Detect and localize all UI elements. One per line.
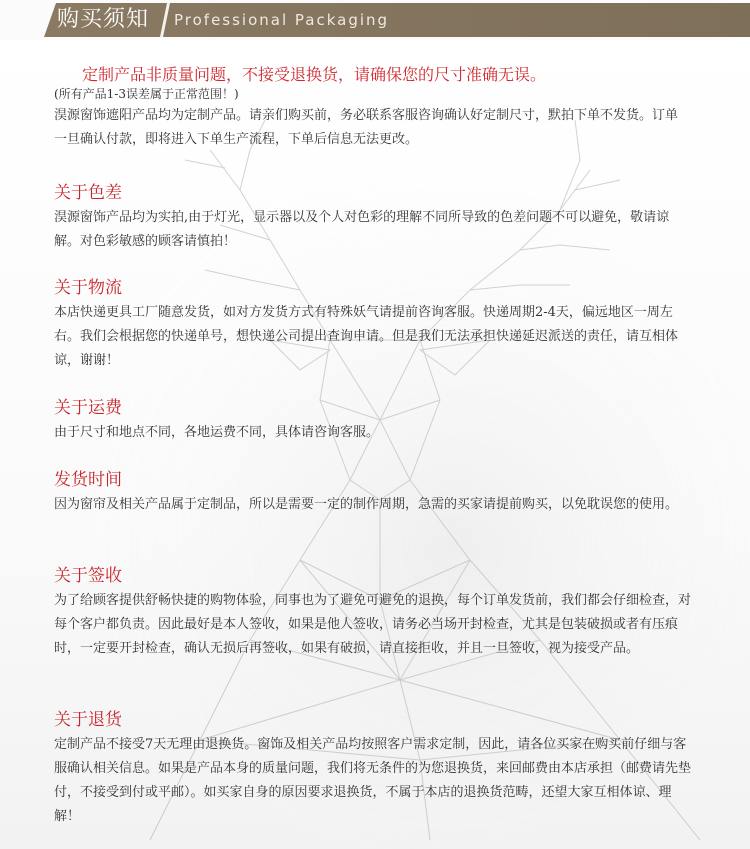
section-color-difference <box>54 182 694 254</box>
section-receipt <box>54 565 694 661</box>
section-title: 发货时间 <box>54 470 122 490</box>
header <box>0 0 750 40</box>
section-title: 关于运费 <box>54 398 122 418</box>
header-subtitle: Professional Packaging <box>174 11 390 29</box>
section-body: 本店快递更具工厂随意发货，如对方发货方式有特殊妖气请提前咨询客服。快递周期2-4天，偏远地区一周左右。我们会根据您的快递单号，想快递公司提出查询申请。但是我们无法承担快递延迟派送的责任，请互相体谅，谢谢！ <box>54 305 679 368</box>
header-bar <box>44 3 750 37</box>
section-body: 为了给顾客提供舒畅快捷的购物体验，同事也为了避免可避免的退换，每个订单发货前，我们都会仔细检查，对每个客户都负责。因此最好是本人签收，如果是他人签收，请务必当场开封检查，尤其是包装破损或者有压痕时，一定要开封检查，确认无损后再签收，如果有破损，请直接拒收，并且一旦签收，视为接受产品。 <box>54 593 692 656</box>
section-returns <box>54 709 694 829</box>
section-shipping-fee <box>54 397 694 445</box>
header-title: 购买须知 <box>57 7 150 32</box>
section-title: 关于签收 <box>54 566 122 586</box>
section-body: 因为窗帘及相关产品属于定制品，所以是需要一定的制作周期，急需的买家请提前购买，以免耽误您的使用。 <box>54 497 679 512</box>
notice-sub: (所有产品1-3误差属于正常范围！) <box>54 87 239 101</box>
notice-main: 定制产品非质量问题，不接受退换货，请确保您的尺寸准确无误。 <box>82 65 547 84</box>
intro-text: 淏源窗饰遮阳产品均为定制产品。请亲们购买前，务必联系客服咨询确认好定制尺寸，默拍下单不发货。订单一旦确认付款，即将进入下单生产流程，下单后信息无法更改。 <box>54 108 679 147</box>
section-body: 由于尺寸和地点不同，各地运费不同，具体请咨询客服。 <box>54 425 380 440</box>
content-area <box>0 40 750 849</box>
section-logistics <box>54 277 694 373</box>
section-title: 关于退货 <box>54 710 122 730</box>
section-title: 关于色差 <box>54 183 122 203</box>
section-body: 定制产品不接受7天无理由退换货。窗饰及相关产品均按照客户需求定制，因此，请各位买家在购买前仔细与客服确认相关信息。如果是产品本身的质量问题，我们将无条件的为您退换货，来回邮费由本店承担（邮费请先垫付，不接受到付或平邮）。如买家自身的原因要求退换货，不属于本店的退换货范畴，还望大家互相体谅、理解！ <box>54 737 692 824</box>
section-body: 淏源窗饰产品均为实拍,由于灯光，显示器以及个人对色彩的理解不同所导致的色差问题不可以避免，敬请谅解。对色彩敏感的顾客请慎拍！ <box>54 210 670 249</box>
section-delivery-time <box>54 469 694 517</box>
section-title: 关于物流 <box>54 278 122 298</box>
